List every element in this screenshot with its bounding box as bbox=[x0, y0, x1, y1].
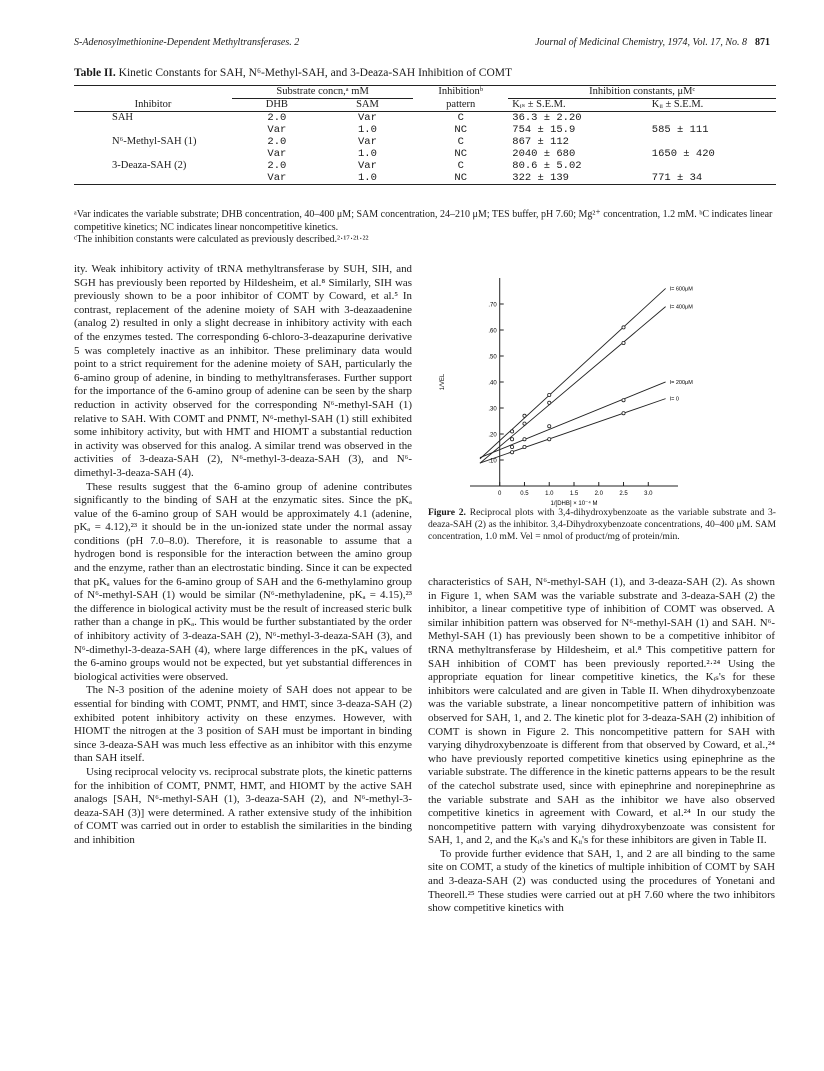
table-footnote-ab: ᵃVar indicates the variable substrate; DHB concentration, 40–400 μM; SAM concentration, 24–210 μM; TES buffer, pH 7.60; Mg²⁺ concentration, 1.2 mM. ᵇC indicates linear competitive kinetics; NC indicates linear noncompetitive kinetics. bbox=[74, 209, 773, 233]
header-substrate-group: Substrate concn,ᵃ mM bbox=[232, 86, 413, 99]
reciprocal-plot-svg bbox=[430, 262, 775, 507]
header-sam: SAM bbox=[356, 99, 379, 110]
cell-dhb: Var bbox=[267, 172, 287, 184]
x-tick-label: 1.5 bbox=[569, 491, 579, 497]
page-number: 871 bbox=[755, 37, 770, 48]
series-line bbox=[480, 307, 666, 464]
figure-label: Figure 2. bbox=[428, 507, 466, 518]
cell-sam: Var bbox=[358, 160, 377, 172]
cell-inhibitor bbox=[74, 124, 232, 136]
cell-inhibitor bbox=[74, 148, 232, 160]
right-column-text bbox=[428, 576, 775, 916]
data-point bbox=[622, 412, 625, 415]
cell-kis: 2040 ± 680 bbox=[512, 148, 576, 160]
data-point bbox=[510, 451, 513, 454]
data-point bbox=[622, 341, 625, 344]
cell-kii: 1650 ± 420 bbox=[651, 148, 715, 160]
series-label: I= 400μM bbox=[669, 304, 693, 311]
cell-inhibitor: 3-Deaza-SAH (2) bbox=[112, 160, 187, 171]
figure-caption bbox=[428, 507, 776, 543]
x-tick-label: 2.5 bbox=[619, 491, 628, 497]
series-label: I= 0 bbox=[669, 396, 679, 403]
data-point bbox=[510, 445, 513, 448]
figure-caption-text: Reciprocal plots with 3,4-dihydroxybenzoate as the variable substrate and 3-deaza-SAH (2) as the inhibitor. 3,4-Dihydroxybenzoate concentrations, 40–400 μM. SAM concentration, 1.0 mM. Vel = nmol of product/mg of protein/min. bbox=[428, 507, 776, 542]
cell-kii bbox=[648, 112, 776, 125]
cell-kii: 771 ± 34 bbox=[651, 172, 703, 184]
table-row bbox=[74, 160, 776, 172]
header-pattern-1: Inhibitionᵇ bbox=[438, 86, 484, 98]
y-tick-label: .30 bbox=[488, 406, 497, 413]
cell-sam: 1.0 bbox=[358, 172, 377, 184]
header-dhb: DHB bbox=[265, 99, 288, 110]
x-axis-label: 1/[DHB] × 10⁻⁴ M bbox=[550, 501, 598, 507]
table-footnotes bbox=[74, 209, 774, 247]
data-point bbox=[548, 393, 551, 396]
cell-kii: 585 ± 111 bbox=[651, 124, 709, 136]
cell-dhb: Var bbox=[267, 124, 287, 136]
kinetic-constants-table bbox=[74, 85, 776, 185]
cell-sam: Var bbox=[358, 112, 377, 124]
data-point bbox=[523, 414, 526, 417]
series-line bbox=[480, 288, 666, 458]
cell-dhb: 2.0 bbox=[267, 136, 287, 148]
table-caption bbox=[74, 67, 774, 79]
series-line bbox=[480, 399, 666, 463]
data-point bbox=[510, 430, 513, 433]
x-tick-label: 2.0 bbox=[594, 491, 603, 497]
cell-pattern: C bbox=[457, 160, 464, 172]
table-row bbox=[74, 136, 776, 148]
cell-dhb: 2.0 bbox=[267, 160, 287, 172]
data-point bbox=[523, 445, 526, 448]
series-label: I= 600μM bbox=[669, 286, 693, 293]
cell-pattern: C bbox=[457, 112, 464, 124]
cell-inhibitor: N⁶-Methyl-SAH (1) bbox=[112, 136, 197, 147]
cell-kis: 322 ± 139 bbox=[512, 172, 569, 184]
paragraph: characteristics of SAH, N⁶-methyl-SAH (1), and 3-deaza-SAH (2). As shown in Figure 1, when SAM was the variable substrate and 3-deaza-SAH (2) the inhibitor, a linear competitive type of inhibition of COMT was observed. A similar inhibition pattern was observed for N⁶-methyl-SAH (1) and SAH. N⁶-Methyl-SAH (1) has previously been shown to be a competitive inhibitor of tRNA methyltransferase by Hildesheim, et al.⁸ This competitive pattern for SAH inhibition of COMT has been previously reported.²·²⁴ Using the appropriate equation for linear competitive kinetics, the Kᵢₛ's for these inhibitors were calculated and are given in Table II. When dihydroxybenzoate was the variable substrate, a linear noncompetitive pattern of inhibition was observed for SAH, 1, and 2. The kinetic plot for 3-deaza-SAH (2) inhibition of COMT is shown in Figure 2. This noncompetitive pattern for SAH with varying dihydroxybenzoate is different from that observed by Coward, et al.,²⁴ who have previously reported competitive kinetics using epinephrine as the variable substrate. The difference in the kinetic patterns appears to be the result of the catechol substrate used, since with epinephrine and norepinephrine as the variable substrate and SAH as the inhibitor we have also observed competitive kinetics in agreement with Coward, et al.²⁴ In our study the noncompetitive pattern with varying dihydroxybenzoate was consistent for SAH, 1, and 2, and the Kᵢₛ's and Kᵢᵢ's for these inhibitors are given in Table II. bbox=[428, 576, 775, 847]
x-tick-label: 1.0 bbox=[545, 491, 554, 497]
table-footnote-c: ᶜThe inhibition constants were calculated as previously described.²·¹⁷·²¹·²² bbox=[74, 234, 369, 245]
x-tick-label: 0 bbox=[498, 491, 502, 497]
header-constants-group: Inhibition constants, μMᶜ bbox=[508, 86, 776, 99]
table-row bbox=[74, 148, 776, 160]
running-header-right bbox=[535, 37, 770, 48]
cell-kis: 80.6 ± 5.02 bbox=[512, 160, 582, 172]
y-tick-label: .60 bbox=[488, 328, 497, 335]
data-point bbox=[523, 438, 526, 441]
cell-inhibitor bbox=[74, 172, 232, 185]
table-row bbox=[74, 172, 776, 185]
paragraph: ity. Weak inhibitory activity of tRNA methyltransferase by SUH, SIH, and SGH has previously been reported by Hildesheim, et al.⁸ Similarly, SIH was previously shown to be a poor inhibitor of COMT by Coward, et al.⁵ In contrast, replacement of the adenine moiety of SAH with 3-deazaadenine (analog 2) resulted in only a slight decrease in inhibitory activity with each of the enzymes tested. The corresponding 6-chloro-3-deazapurine derivative 5 was completely inactive as an inhibitor. These preliminary data would point to a strict requirement for the adenine moiety of SAH, particularly the 6-amino group of adenine, in binding to methyltransferases. Further support for the importance of the 6-amino group of adenine can be seen by the sharp reduction in activity observed for the corresponding N⁶-methyl-SAH (1) relative to SAH. With COMT and PNMT, N⁶-methyl-SAH (1) still exhibited some inhibitory activity, but with HMT and HIOMT a substantial reduction in activity was observed for this analog. A similar trend was observed in the activities of 3-deaza-SAH (2), N⁶-methyl-3-deaza-SAH (3), and N⁶-dimethyl-3-deaza-SAH (4). bbox=[74, 263, 412, 479]
cell-inhibitor: SAH bbox=[112, 112, 134, 123]
y-axis-label: 1/VEL bbox=[440, 373, 446, 391]
y-tick-label: .10 bbox=[488, 458, 497, 465]
cell-pattern: NC bbox=[454, 172, 468, 184]
cell-sam: 1.0 bbox=[358, 148, 377, 160]
y-tick-label: .50 bbox=[488, 354, 497, 361]
cell-sam: Var bbox=[358, 136, 377, 148]
x-tick-label: 3.0 bbox=[644, 491, 653, 497]
table-title: Kinetic Constants for SAH, N⁶-Methyl-SAH, and 3-Deaza-SAH Inhibition of COMT bbox=[118, 67, 512, 79]
header-kis: Kᵢₛ ± S.E.M. bbox=[512, 99, 566, 110]
series-label: I= 200μM bbox=[669, 379, 693, 386]
header-pattern-2: pattern bbox=[446, 98, 476, 110]
header-inhibitor: Inhibitor bbox=[134, 98, 172, 110]
journal-citation: Journal of Medicinal Chemistry, 1974, Vol. 17, No. 8 bbox=[535, 37, 747, 48]
data-point bbox=[548, 401, 551, 404]
y-tick-label: .70 bbox=[488, 302, 497, 309]
table-label: Table II. bbox=[74, 67, 116, 79]
data-point bbox=[510, 438, 513, 441]
y-tick-label: .40 bbox=[488, 380, 497, 387]
running-header-left: S-Adenosylmethionine-Dependent Methyltransferases. 2 bbox=[74, 37, 300, 48]
data-point bbox=[622, 326, 625, 329]
cell-pattern: NC bbox=[454, 124, 468, 136]
figure-2-plot bbox=[430, 262, 775, 507]
paragraph: The N-3 position of the adenine moiety of SAH does not appear to be essential for binding with COMT, PNMT, and HMT, since 3-deaza-SAH (2) exhibited potent inhibitory activity on these enzymes. However, with HIOMT the nitrogen at the 3 position of SAH must be important in binding since 3-deaza-SAH was much less effective as an inhibitor with this enzyme than SAH itself. bbox=[74, 684, 412, 765]
cell-pattern: C bbox=[457, 136, 464, 148]
y-tick-label: .20 bbox=[488, 432, 497, 439]
x-tick-label: 0.5 bbox=[520, 491, 529, 497]
paragraph: To provide further evidence that SAH, 1, and 2 are all binding to the same site on COMT, a study of the kinetics of multiple inhibition of COMT by SAH and 3-deaza-SAH (2) was conducted using the procedures of Yonetani and Theorell.²⁵ These studies were carried out at pH 7.60 where the two inhibitors show competitive kinetics with bbox=[428, 847, 775, 915]
table-row bbox=[74, 112, 776, 125]
paragraph: These results suggest that the 6-amino group of adenine contributes significantly to the binding of SAH at the enzymatic sites. Since the pKₐ value of the 6-amino group of SAH would be approximately 4.1 (adenine, pKₐ = 4.12),²³ it should be in the un-ionized state under the normal assay conditions (pH 7.0–8.0). Therefore, it is reasonable to assume that a hydrogen bond is responsible for the interaction between the amino group and the enzyme, rather than an electrostatic binding. Since it can be expected that pKₐ values for the 6-amino group of SAH and the 6-methylamino group of N⁶-methyl-SAH (1) would be similar (N⁶-methyladenine, pKₐ = 4.15),²³ the difference in biological activity must be the result of increased steric bulk rather than a change in pKₐ. This would be further substantiated by the order of inhibitory activity of 3-deaza-SAH (2), N⁶-methyl-3-deaza-SAH (3), and N⁶-dimethyl-3-deaza-SAH (4), where large differences in the pKₐ values of the 6-amino groups would not be expected, but yet substantial differences in biological activities were observed. bbox=[74, 480, 412, 683]
data-point bbox=[523, 422, 526, 425]
data-point bbox=[548, 438, 551, 441]
cell-kis: 867 ± 112 bbox=[512, 136, 569, 148]
cell-kii bbox=[648, 160, 776, 172]
cell-kis: 754 ± 15.9 bbox=[512, 124, 576, 136]
data-point bbox=[622, 399, 625, 402]
table-row bbox=[74, 124, 776, 136]
cell-dhb: Var bbox=[267, 148, 287, 160]
header-kii: Kᵢᵢ ± S.E.M. bbox=[651, 99, 704, 110]
cell-kii bbox=[648, 136, 776, 148]
left-column-text bbox=[74, 263, 412, 848]
cell-sam: 1.0 bbox=[358, 124, 377, 136]
data-point bbox=[548, 425, 551, 428]
series-line bbox=[480, 382, 666, 458]
cell-pattern: NC bbox=[454, 148, 468, 160]
cell-dhb: 2.0 bbox=[267, 112, 287, 124]
paragraph: Using reciprocal velocity vs. reciprocal substrate plots, the kinetic patterns for the inhibition of COMT, PNMT, HMT, and HIOMT by the active SAH analogs [SAH, N⁶-methyl-SAH (1), 3-deaza-SAH (2), and N⁶-methyl-3-deaza-SAH (3)] were determined. A rather extensive study of the inhibition of COMT was carried out in order to establish the similarities in the binding and inhibition bbox=[74, 765, 412, 846]
cell-kis: 36.3 ± 2.20 bbox=[512, 112, 582, 124]
